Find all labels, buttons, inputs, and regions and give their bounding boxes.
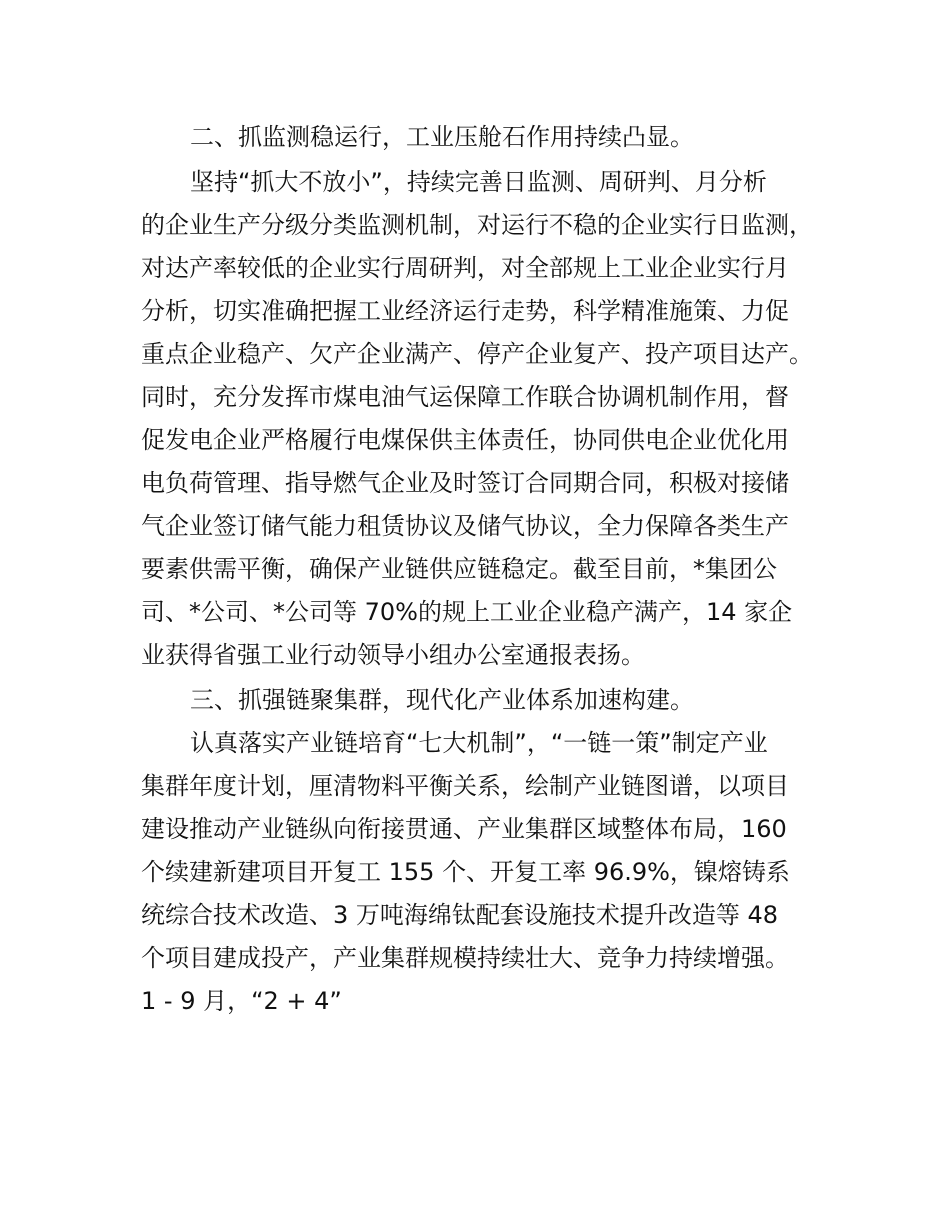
text-line: 坚持“抓大不放小”，持续完善日监测、周研判、月分析 [190,168,767,196]
text-line: 建设推动产业链纵向衔接贯通、产业集群区域整体布局，160 [141,815,787,843]
text-line: 1 - 9 月，“2 + 4” [141,987,342,1015]
text-line: 同时，充分发挥市煤电油气运保障工作联合协调机制作用，督 [141,383,789,411]
text-line: 个续建新建项目开复工 155 个、开复工率 96.9%，镍熔铸系 [141,858,790,886]
text-line: 的企业生产分级分类监测机制，对运行不稳的企业实行日监测， [141,211,813,239]
section-heading-3: 三、抓强链聚集群，现代化产业体系加速构建。 [190,686,694,714]
text-line: 集群年度计划，厘清物料平衡关系，绘制产业链图谱，以项目 [141,772,789,800]
text-line: 要素供需平衡，确保产业链供应链稳定。截至目前，*集团公 [141,555,777,583]
text-line: 分析，切实准确把握工业经济运行走势，科学精准施策、力促 [141,297,789,325]
text-line: 促发电企业严格履行电煤保供主体责任，协同供电企业优化用 [141,426,789,454]
text-line: 气企业签订储气能力租赁协议及储气协议，全力保障各类生产 [141,512,789,540]
text-line: 电负荷管理、指导燃气企业及时签订合同期合同，积极对接储 [141,469,789,497]
text-line: 对达产率较低的企业实行周研判，对全部规上工业企业实行月 [141,254,789,282]
text-line: 个项目建成投产，产业集群规模持续壮大、竞争力持续增强。 [141,944,789,972]
section-heading-2: 二、抓监测稳运行，工业压舱石作用持续凸显。 [190,123,694,151]
text-line: 统综合技术改造、3 万吨海绵钛配套设施技术提升改造等 48 [141,901,779,929]
text-line: 认真落实产业链培育“七大机制”，“一链一策”制定产业 [190,729,768,757]
text-line: 重点企业稳产、欠产企业满产、停产企业复产、投产项目达产。 [141,340,813,368]
text-line: 业获得省强工业行动领导小组办公室通报表扬。 [141,641,645,669]
text-line: 司、*公司、*公司等 70%的规上工业企业稳产满产，14 家企 [141,598,793,626]
